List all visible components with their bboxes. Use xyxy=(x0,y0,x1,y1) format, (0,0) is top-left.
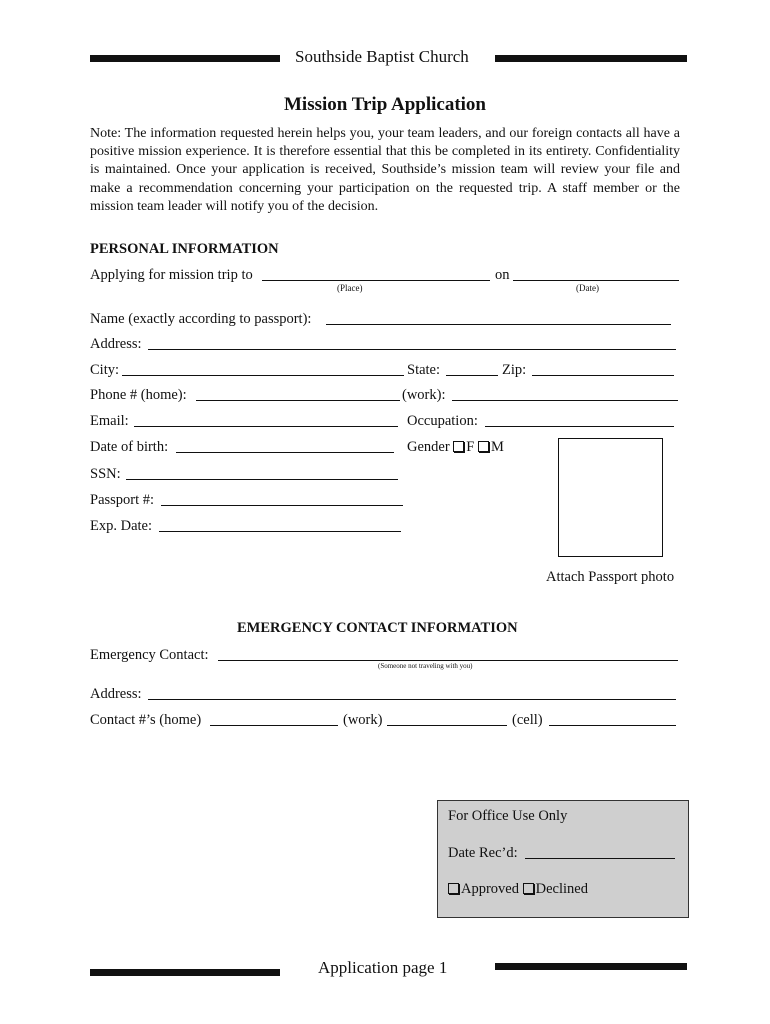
header-rule-left xyxy=(90,55,280,62)
contact-work-field[interactable] xyxy=(387,725,507,726)
applying-label: Applying for mission trip to xyxy=(90,267,253,283)
gender-m-label: M xyxy=(491,439,504,455)
footer-page-label: Application page 1 xyxy=(318,958,448,977)
declined-label: Declined xyxy=(535,881,588,897)
footer-rule-left xyxy=(90,969,280,976)
contact-home-label: Contact #’s (home) xyxy=(90,712,202,728)
emergency-address-label: Address: xyxy=(90,686,142,702)
contact-cell-field[interactable] xyxy=(549,725,676,726)
emergency-contact-caption: (Someone not traveling with you) xyxy=(378,662,473,670)
passport-photo-box[interactable] xyxy=(558,438,663,557)
contact-home-field[interactable] xyxy=(210,725,338,726)
page-title: Mission Trip Application xyxy=(283,94,486,115)
declined-checkbox[interactable] xyxy=(523,883,534,894)
exp-date-field[interactable] xyxy=(159,531,401,532)
header-org: Southside Baptist Church xyxy=(295,47,469,66)
office-status-row xyxy=(448,880,588,898)
city-label: City: xyxy=(90,362,120,378)
phone-work-label: (work): xyxy=(402,387,446,403)
phone-home-field[interactable] xyxy=(196,400,400,401)
zip-label: Zip: xyxy=(502,362,527,378)
address-label: Address: xyxy=(90,336,142,352)
emergency-contact-label: Emergency Contact: xyxy=(90,647,209,663)
on-label: on xyxy=(495,267,510,283)
occupation-field[interactable] xyxy=(485,426,674,427)
intro-note: Note: The information requested herein helps you, your team leaders, and our foreign contacts all have a positive mission experience. It is therefore essential that this be completed in its entirety. Confidentiality is maintained. Once your application is received, Southside’s mission team will review your file and make a recommendation concerning your participation on the requested trip. A staff member or the mission team leader will notify you of the decision. xyxy=(90,126,680,214)
emergency-address-field[interactable] xyxy=(148,699,676,700)
date-recd-field[interactable] xyxy=(525,858,675,859)
exp-date-label: Exp. Date: xyxy=(90,518,153,534)
name-field[interactable] xyxy=(326,324,671,325)
place-caption: (Place) xyxy=(337,283,363,293)
emergency-contact-field[interactable] xyxy=(218,660,678,661)
emergency-heading: EMERGENCY CONTACT INFORMATION xyxy=(237,620,518,636)
date-caption: (Date) xyxy=(576,283,599,293)
dob-label: Date of birth: xyxy=(90,439,169,455)
photo-caption: Attach Passport photo xyxy=(546,569,675,585)
city-field[interactable] xyxy=(122,375,404,376)
email-field[interactable] xyxy=(134,426,398,427)
office-use-title: For Office Use Only xyxy=(448,808,568,824)
gender-m-checkbox[interactable] xyxy=(478,441,489,452)
passport-label: Passport #: xyxy=(90,492,155,508)
ssn-label: SSN: xyxy=(90,466,121,482)
gender-label: Gender xyxy=(407,439,450,455)
name-label: Name (exactly according to passport): xyxy=(90,311,312,327)
contact-cell-label: (cell) xyxy=(512,712,543,728)
ssn-field[interactable] xyxy=(126,479,398,480)
gender-f-label: F xyxy=(466,439,475,455)
trip-date-field[interactable] xyxy=(513,280,679,281)
address-field[interactable] xyxy=(148,349,676,350)
zip-field[interactable] xyxy=(532,375,674,376)
passport-field[interactable] xyxy=(161,505,403,506)
phone-home-label: Phone # (home): xyxy=(90,387,187,403)
email-label: Email: xyxy=(90,413,129,429)
place-field[interactable] xyxy=(262,280,490,281)
approved-label: Approved xyxy=(461,881,519,897)
dob-field[interactable] xyxy=(176,452,394,453)
date-recd-label: Date Rec’d: xyxy=(448,845,518,861)
gender-f-checkbox[interactable] xyxy=(453,441,464,452)
footer-rule-right xyxy=(495,963,687,970)
header-rule-right xyxy=(495,55,687,62)
personal-heading: PERSONAL INFORMATION xyxy=(90,241,279,257)
office-use-box xyxy=(437,800,689,918)
state-field[interactable] xyxy=(446,375,498,376)
gender-row xyxy=(407,438,504,456)
occupation-label: Occupation: xyxy=(407,413,478,429)
state-label: State: xyxy=(407,362,441,378)
approved-checkbox[interactable] xyxy=(448,883,459,894)
contact-work-label: (work) xyxy=(343,712,383,728)
phone-work-field[interactable] xyxy=(452,400,678,401)
